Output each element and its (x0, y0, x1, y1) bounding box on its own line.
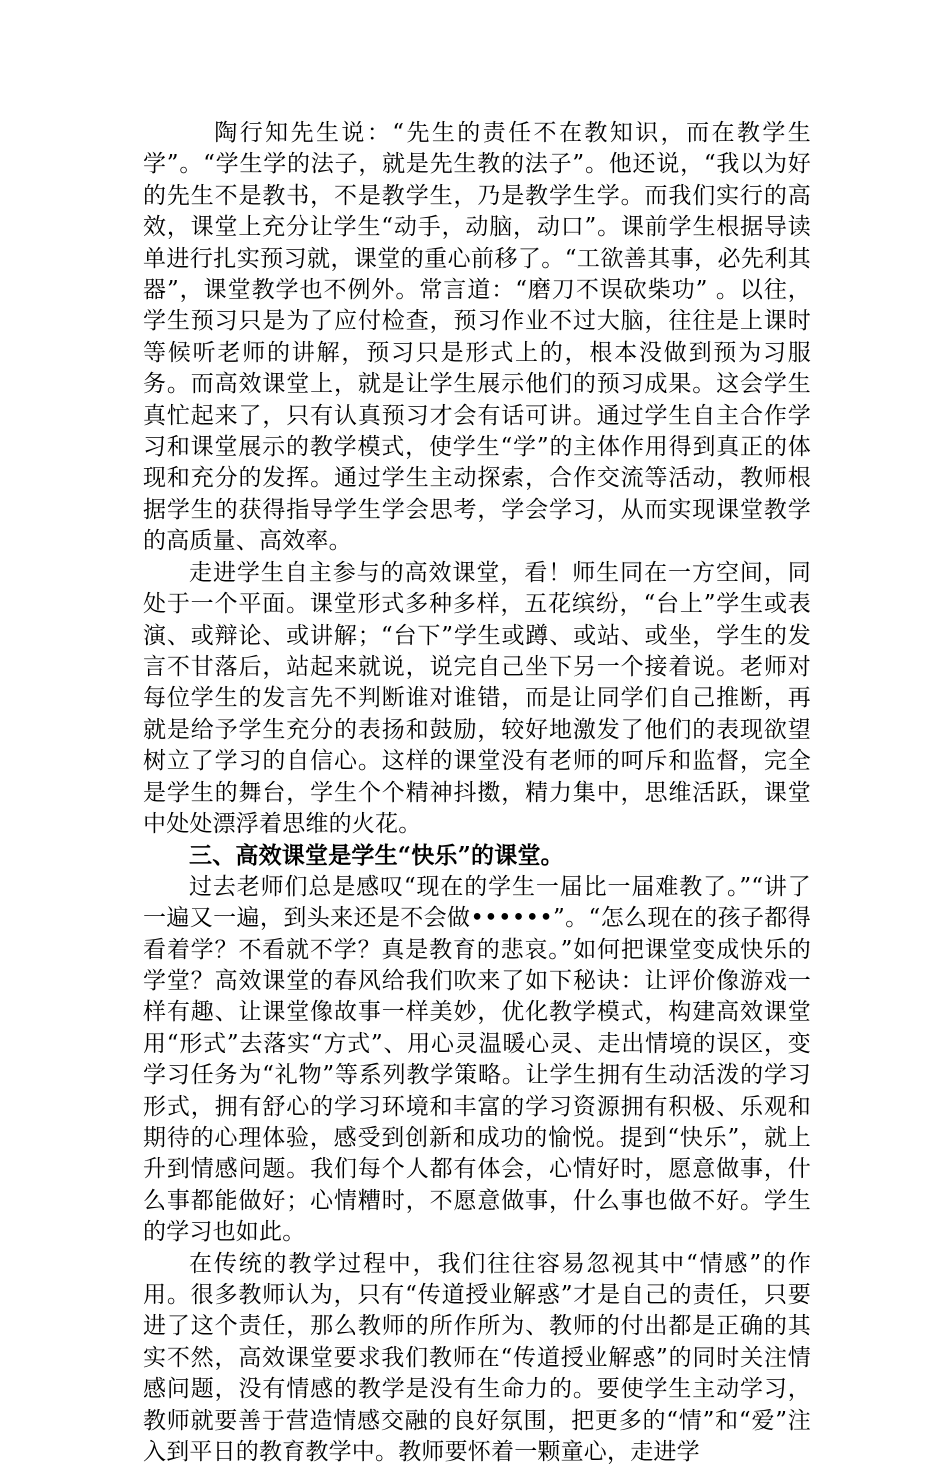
document-body (143, 118, 811, 1468)
paragraph-tao-xingzhi-quote: 陶行知先生说：“先生的责任不在教知识，而在教学生学”。“学生学的法子，就是先生教的法子”。他还说，“我以为好的先生不是教书，不是教学生，乃是教学生学。而我们实行的高效，课堂上充分让学生“动手，动脑，动口”。课前学生根据导读单进行扎实预习就，课堂的重心前移了。“工欲善其事，必先利其器”，课堂教学也不例外。常言道：“磨刀不误砍柴功” 。以往，学生预习只是为了应付检查，预习作业不过大脑，往往是上课时等候听老师的讲解，预习只是形式上的，根本没做到预为习服务。而高效课堂上，就是让学生展示他们的预习成果。这会学生真忙起来了，只有认真预习才会有话可讲。通过学生自主合作学习和课堂展示的教学模式，使学生“学”的主体作用得到真正的体现和充分的发挥。通过学生主动探索，合作交流等活动，教师根据学生的获得指导学生学会思考，学会学习，从而实现课堂教学的高质量、高效率。 (143, 120, 811, 555)
paragraph-emotion-in-teaching: 在传统的教学过程中，我们往往容易忽视其中“情感”的作用。很多教师认为，只有“传道授业解惑”才是自己的责任，只要进了这个责任，那么教师的所作所为、教师的付出都是正确的其实不然，高效课堂要求我们教师在“传道授业解惑”的同时关注情感问题，没有情感的教学是没有生命力的。要使学生主动学习，教师就要善于营造情感交融的良好氛围，把更多的“情”和“爱”注入到平日的教育教学中。教师要怀着一颗童心，走进学 (143, 1250, 811, 1466)
section-heading-happy-classroom: 三、高效课堂是学生“快乐”的课堂。 (189, 842, 564, 870)
paragraph-self-participation: 走进学生自主参与的高效课堂，看！师生同在一方空间，同处于一个平面。课堂形式多种多样，五花缤纷，“台上”学生或表演、或辩论、或讲解；“台下”学生或蹲、或站、或坐，学生的发言不甘落后，站起来就说，说完自己坐下另一个接着说。老师对每位学生的发言先不判断谁对谁错，而是让同学们自己推断，再就是给予学生充分的表扬和鼓励，较好地激发了他们的表现欲望树立了学习的自信心。这样的课堂没有老师的呵斥和监督，完全是学生的舞台，学生个个精神抖擞，精力集中，思维活跃，课堂中处处漂浮着思维的火花。 (143, 559, 811, 837)
paragraph-happy-learning: 过去老师们总是感叹“现在的学生一届比一届难教了。”“讲了一遍又一遍，到头来还是不会做••••••”。“怎么现在的孩子都得看着学？不看就不学？真是教育的悲哀。”如何把课堂变成快乐的学堂？高效课堂的春风给我们吹来了如下秘诀：让评价像游戏一样有趣、让课堂像故事一样美妙，优化教学模式，构建高效课堂用“形式”去落实“方式”、用心灵温暖心灵、走出情境的误区，变学习任务为“礼物”等系列教学策略。让学生拥有生动活泼的学习形式，拥有舒心的学习环境和丰富的学习资源拥有积极、乐观和期待的心理体验，感受到创新和成功的愉悦。提到“快乐”，就上升到情感问题。我们每个人都有体会，心情好时，愿意做事，什么事都能做好；心情糟时，不愿意做事，什么事也做不好。学生的学习也如此。 (143, 873, 811, 1246)
